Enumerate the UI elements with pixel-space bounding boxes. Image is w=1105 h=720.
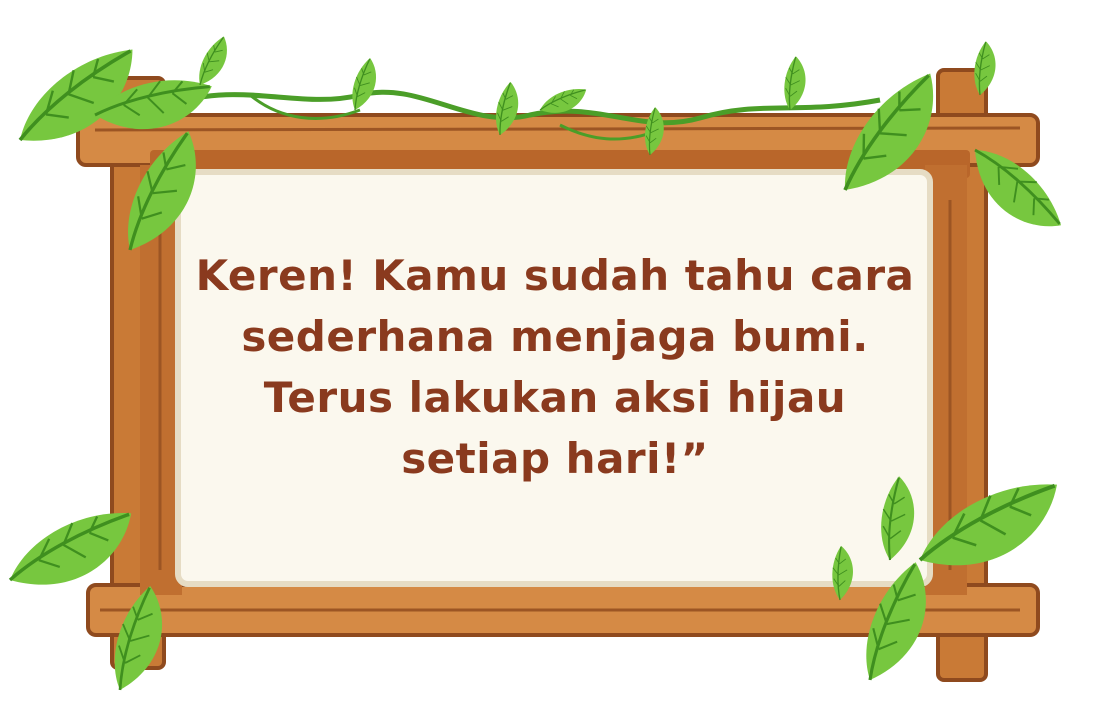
sign-message [170, 245, 940, 489]
message-line: setiap hari!” [401, 434, 709, 483]
leaf-icon [191, 33, 236, 90]
message-line: Terus lakukan aksi hijau [263, 373, 847, 422]
message-line: sederhana menjaga bumi. [241, 312, 869, 361]
leaf-icon [780, 55, 810, 112]
leaf-icon [346, 56, 384, 114]
message-line: Keren! Kamu sudah tahu cara [195, 251, 915, 300]
